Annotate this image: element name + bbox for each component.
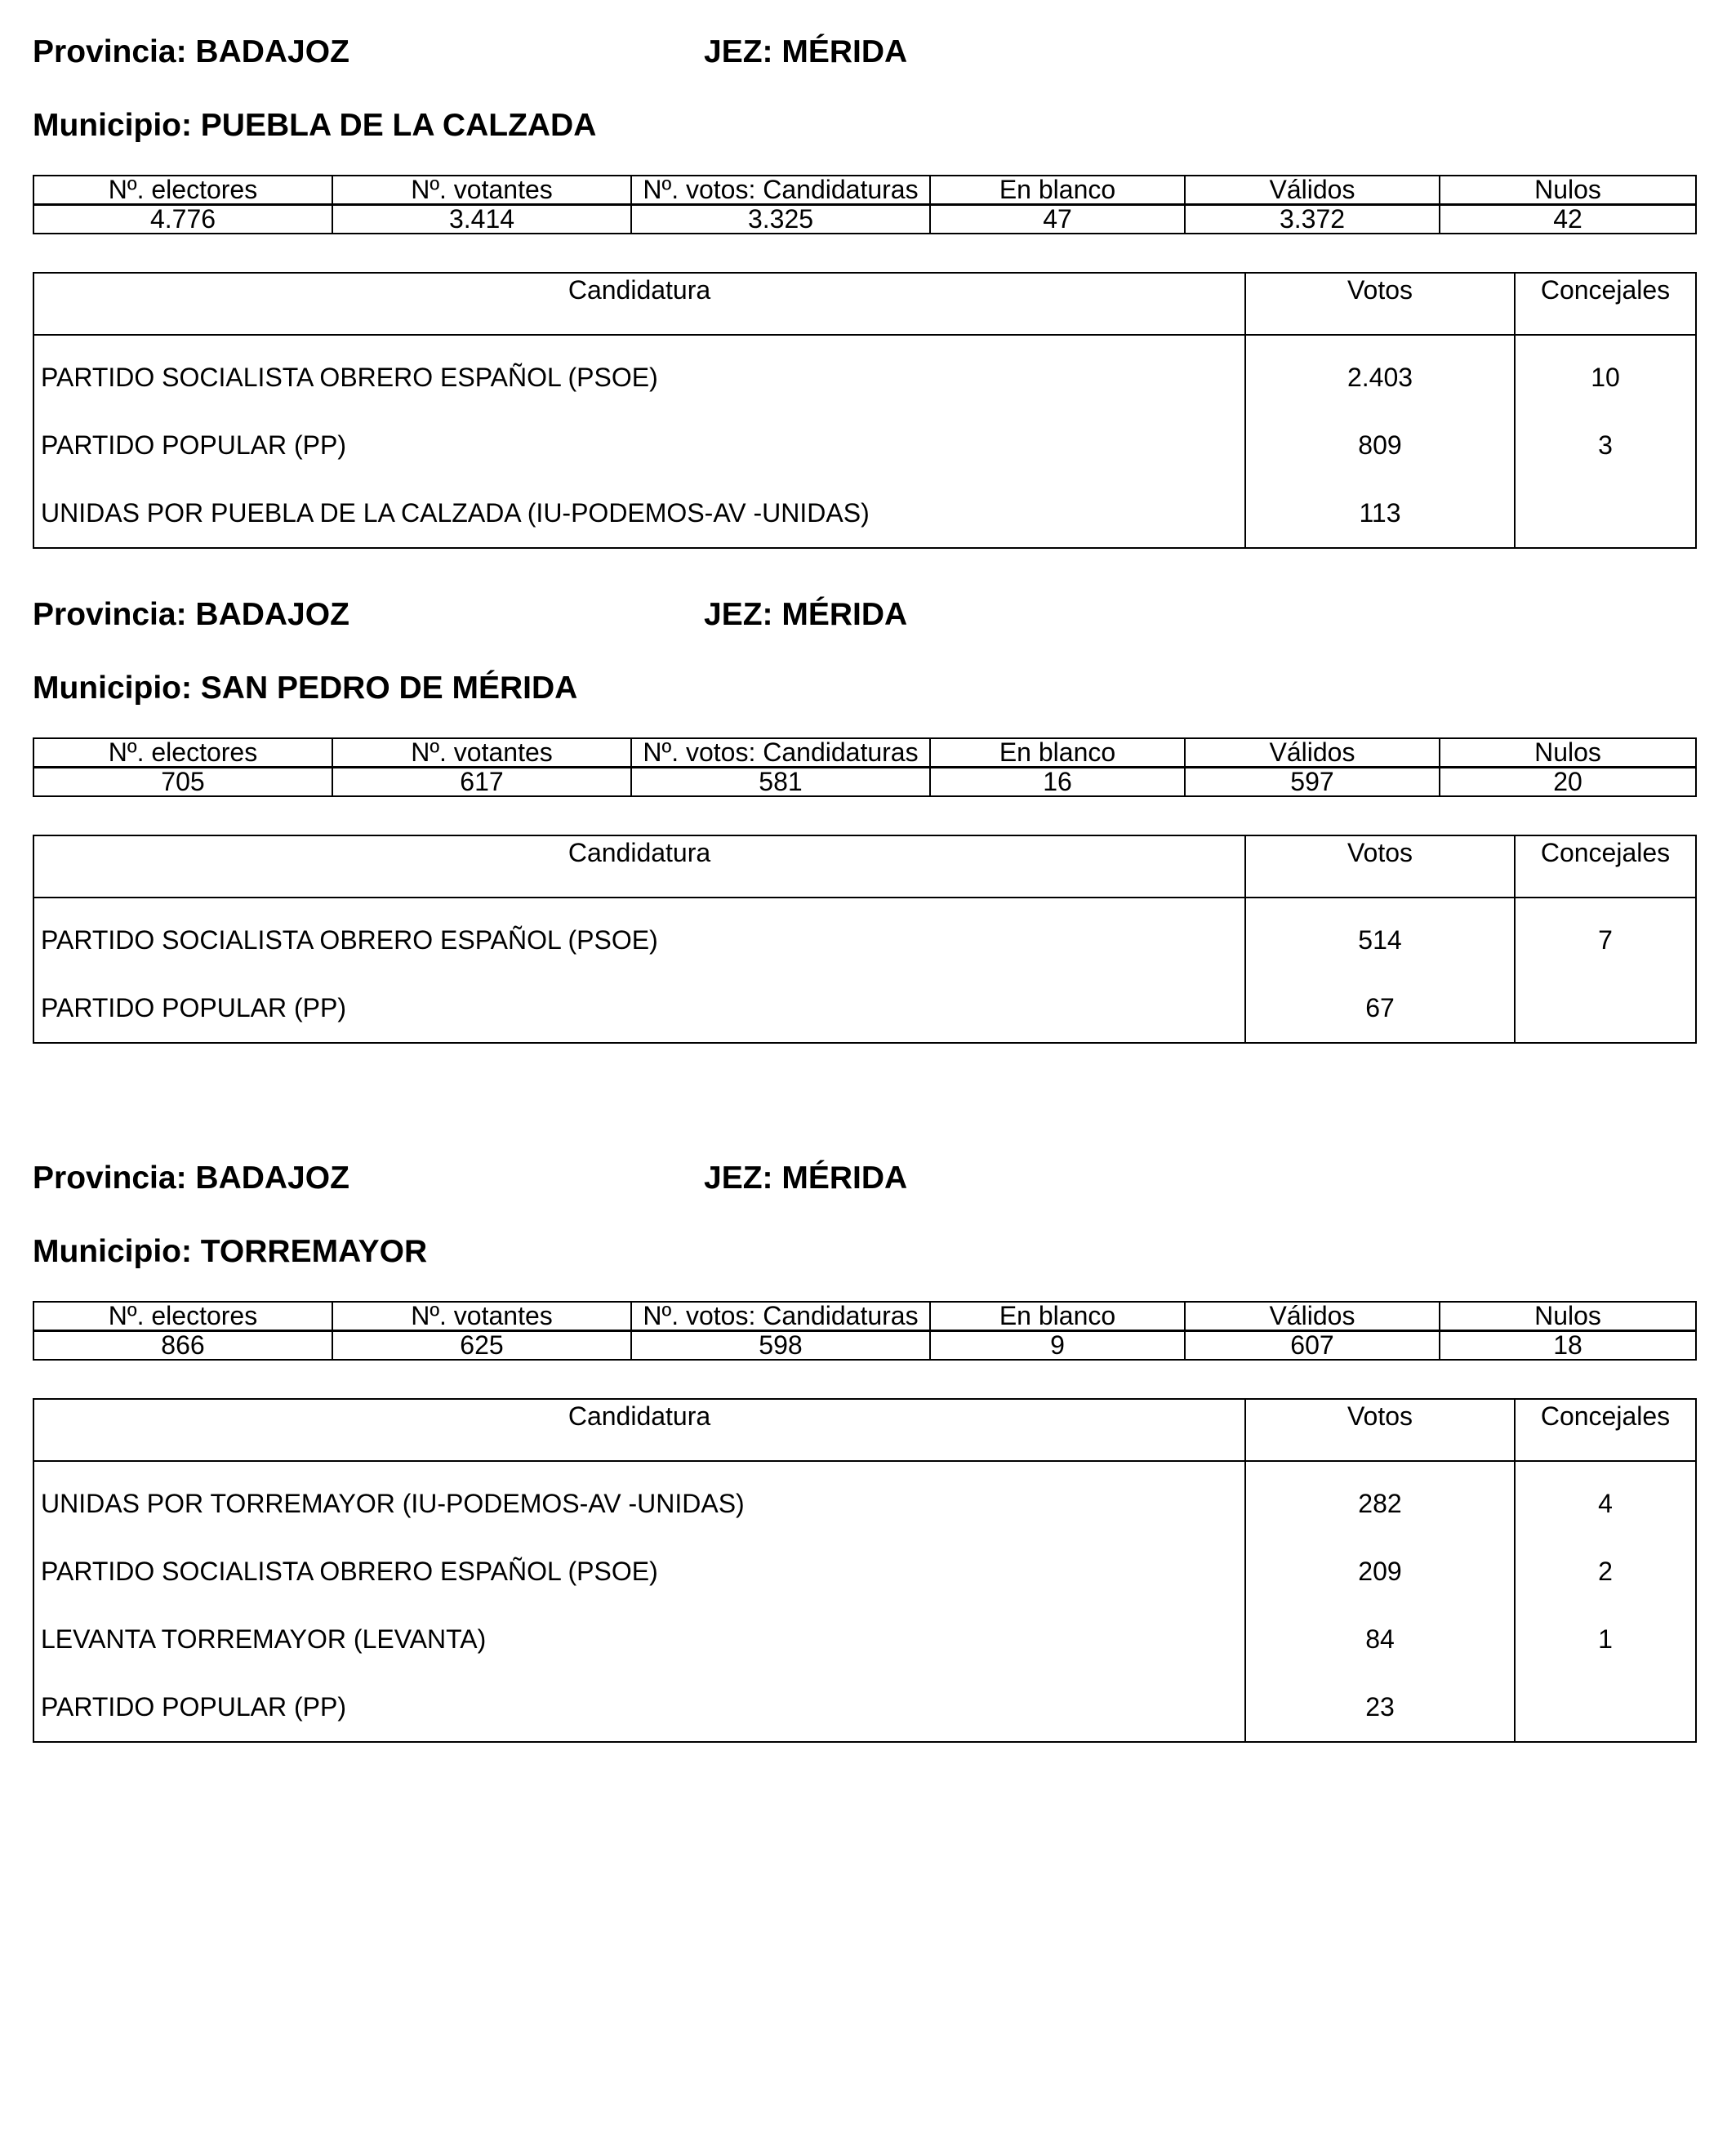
candidates-table: [33, 835, 1697, 1044]
municipio-label: Municipio: SAN PEDRO DE MÉRIDA: [33, 670, 578, 706]
candidate-name: PARTIDO POPULAR (PP): [33, 412, 1245, 479]
summary-header-row: [33, 738, 1696, 768]
candidate-votos: 209: [1245, 1538, 1515, 1606]
summary-value-electores: 4.776: [33, 205, 332, 234]
header-concejales: Concejales: [1515, 1399, 1696, 1461]
summary-values-row: [33, 205, 1696, 234]
candidate-row: [33, 898, 1696, 974]
summary-table: [33, 737, 1697, 797]
candidate-row: [33, 412, 1696, 479]
header-line: [33, 590, 1695, 639]
candidate-row: [33, 1606, 1696, 1673]
candidates-table: [33, 272, 1697, 549]
candidate-name: PARTIDO SOCIALISTA OBRERO ESPAÑOL (PSOE): [33, 898, 1245, 974]
municipio-block-1: [33, 28, 1695, 549]
candidate-votos: 282: [1245, 1461, 1515, 1538]
summary-value-en-blanco: 9: [930, 1331, 1185, 1361]
summary-header-row: [33, 176, 1696, 205]
summary-header-electores: Nº. electores: [33, 738, 332, 768]
candidate-votos: 2.403: [1245, 335, 1515, 412]
candidate-row: [33, 1673, 1696, 1742]
summary-header-votantes: Nº. votantes: [332, 176, 631, 205]
candidate-concejales: 4: [1515, 1461, 1696, 1538]
header-candidatura: Candidatura: [33, 1399, 1245, 1461]
summary-value-validos: 607: [1185, 1331, 1440, 1361]
candidate-concejales: 1: [1515, 1606, 1696, 1673]
header-votos: Votos: [1245, 273, 1515, 335]
candidate-votos: 514: [1245, 898, 1515, 974]
candidate-row: [33, 1538, 1696, 1606]
candidates-header-row: [33, 835, 1696, 898]
summary-header-nulos: Nulos: [1440, 738, 1696, 768]
candidates-header-row: [33, 1399, 1696, 1461]
summary-values-row: [33, 768, 1696, 797]
summary-header-nulos: Nulos: [1440, 1302, 1696, 1331]
provincia-label: Provincia: BADAJOZ: [33, 1160, 349, 1196]
candidate-concejales: [1515, 479, 1696, 548]
summary-value-nulos: 20: [1440, 768, 1696, 797]
summary-value-votos-candidaturas: 3.325: [631, 205, 930, 234]
candidates-table: [33, 1398, 1697, 1743]
summary-value-validos: 597: [1185, 768, 1440, 797]
municipio-block-3: [33, 1154, 1695, 1743]
summary-value-votantes: 3.414: [332, 205, 631, 234]
summary-value-electores: 866: [33, 1331, 332, 1361]
summary-value-votos-candidaturas: 598: [631, 1331, 930, 1361]
summary-value-en-blanco: 47: [930, 205, 1185, 234]
header-candidatura: Candidatura: [33, 835, 1245, 898]
summary-header-votos-candidaturas: Nº. votos: Candidaturas: [631, 176, 930, 205]
provincia-label: Provincia: BADAJOZ: [33, 34, 349, 69]
summary-table: [33, 1301, 1697, 1361]
summary-value-validos: 3.372: [1185, 205, 1440, 234]
candidate-concejales: [1515, 974, 1696, 1043]
summary-header-en-blanco: En blanco: [930, 1302, 1185, 1331]
candidate-name: PARTIDO SOCIALISTA OBRERO ESPAÑOL (PSOE): [33, 335, 1245, 412]
candidate-row: [33, 1461, 1696, 1538]
candidate-votos: 809: [1245, 412, 1515, 479]
summary-header-votantes: Nº. votantes: [332, 1302, 631, 1331]
header-votos: Votos: [1245, 1399, 1515, 1461]
candidate-votos: 113: [1245, 479, 1515, 548]
candidate-row: [33, 479, 1696, 548]
provincia-label: Provincia: BADAJOZ: [33, 597, 349, 632]
candidate-name: LEVANTA TORREMAYOR (LEVANTA): [33, 1606, 1245, 1673]
header-line: [33, 1154, 1695, 1203]
summary-value-votos-candidaturas: 581: [631, 768, 930, 797]
header-line: [33, 28, 1695, 77]
header-votos: Votos: [1245, 835, 1515, 898]
candidate-concejales: [1515, 1673, 1696, 1742]
header-concejales: Concejales: [1515, 835, 1696, 898]
summary-value-votantes: 625: [332, 1331, 631, 1361]
summary-header-electores: Nº. electores: [33, 1302, 332, 1331]
summary-header-row: [33, 1302, 1696, 1331]
candidate-name: PARTIDO POPULAR (PP): [33, 974, 1245, 1043]
candidate-concejales: 10: [1515, 335, 1696, 412]
candidate-row: [33, 335, 1696, 412]
summary-value-en-blanco: 16: [930, 768, 1185, 797]
summary-header-en-blanco: En blanco: [930, 738, 1185, 768]
candidate-concejales: 3: [1515, 412, 1696, 479]
jez-label: JEZ: MÉRIDA: [704, 1160, 908, 1196]
summary-header-en-blanco: En blanco: [930, 176, 1185, 205]
summary-header-validos: Válidos: [1185, 1302, 1440, 1331]
municipio-block-2: [33, 590, 1695, 1044]
summary-header-validos: Válidos: [1185, 176, 1440, 205]
jez-label: JEZ: MÉRIDA: [704, 597, 908, 632]
candidate-name: UNIDAS POR TORREMAYOR (IU-PODEMOS-AV -UNIDAS): [33, 1461, 1245, 1538]
candidate-row: [33, 974, 1696, 1043]
summary-table: [33, 175, 1697, 234]
summary-header-electores: Nº. electores: [33, 176, 332, 205]
summary-value-votantes: 617: [332, 768, 631, 797]
summary-value-nulos: 42: [1440, 205, 1696, 234]
candidate-concejales: 7: [1515, 898, 1696, 974]
municipio-label: Municipio: TORREMAYOR: [33, 1234, 428, 1269]
summary-value-nulos: 18: [1440, 1331, 1696, 1361]
summary-header-nulos: Nulos: [1440, 176, 1696, 205]
candidates-header-row: [33, 273, 1696, 335]
summary-header-votos-candidaturas: Nº. votos: Candidaturas: [631, 738, 930, 768]
summary-header-votos-candidaturas: Nº. votos: Candidaturas: [631, 1302, 930, 1331]
candidate-votos: 84: [1245, 1606, 1515, 1673]
summary-value-electores: 705: [33, 768, 332, 797]
summary-header-votantes: Nº. votantes: [332, 738, 631, 768]
header-candidatura: Candidatura: [33, 273, 1245, 335]
municipio-label: Municipio: PUEBLA DE LA CALZADA: [33, 108, 597, 143]
header-concejales: Concejales: [1515, 273, 1696, 335]
jez-label: JEZ: MÉRIDA: [704, 34, 908, 69]
candidate-votos: 23: [1245, 1673, 1515, 1742]
summary-values-row: [33, 1331, 1696, 1361]
candidate-name: UNIDAS POR PUEBLA DE LA CALZADA (IU-PODEMOS-AV -UNIDAS): [33, 479, 1245, 548]
candidate-votos: 67: [1245, 974, 1515, 1043]
candidate-name: PARTIDO POPULAR (PP): [33, 1673, 1245, 1742]
candidate-concejales: 2: [1515, 1538, 1696, 1606]
summary-header-validos: Válidos: [1185, 738, 1440, 768]
candidate-name: PARTIDO SOCIALISTA OBRERO ESPAÑOL (PSOE): [33, 1538, 1245, 1606]
